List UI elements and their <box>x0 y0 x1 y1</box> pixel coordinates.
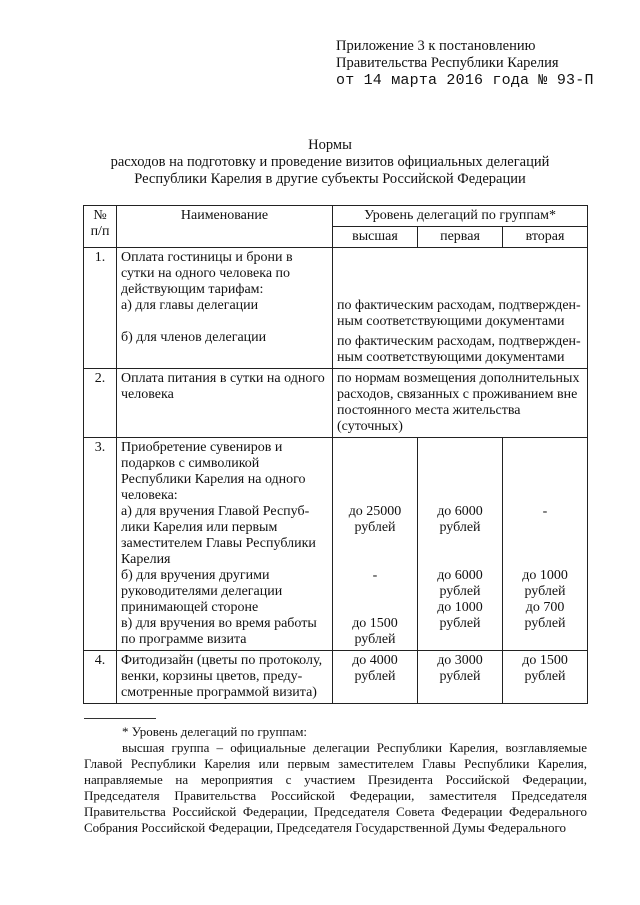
row4-highest: до 4000 рублей <box>333 651 418 704</box>
row1-values-cell <box>333 248 588 369</box>
header-group-highest: высшая <box>333 227 418 248</box>
table-header-row <box>84 206 588 227</box>
title-line-2: расходов на подготовку и проведение визитов официальных делегаций <box>110 154 550 170</box>
appendix-header <box>336 38 626 89</box>
document-title <box>60 137 600 188</box>
row3-c-second: до 700 рублей <box>524 600 566 631</box>
header-name: Наименование <box>117 206 333 248</box>
row2-title: Оплата питания в сутки на одного человека <box>117 369 333 438</box>
table-row <box>84 438 588 651</box>
row1-a-value: по фактическим расходам, подтвержден-ным соответствующими документами <box>337 298 581 329</box>
row4-num: 4. <box>84 651 117 704</box>
row3-second-cell <box>503 438 588 651</box>
row3-b-second: до 1000 рублей <box>522 568 568 599</box>
row3-title: Приобретение сувениров и подарков с символикой Республики Карелия на одного человека: <box>121 440 306 503</box>
row2-value: по нормам возмещения дополнительных расходов, связанных с проживанием вне постоянного места жительства (суточных) <box>333 369 588 438</box>
row3-b-first: до 6000 рублей <box>437 568 483 599</box>
row1-b: б) для членов делегации <box>121 330 267 345</box>
row3-a: а) для вручения Главой Респуб-лики Карелия или первым заместителем Главы Республики Карелия <box>121 504 316 567</box>
row3-num: 3. <box>84 438 117 651</box>
header-group-first: первая <box>418 227 503 248</box>
header-num: № п/п <box>84 206 117 248</box>
footnote <box>84 724 587 836</box>
row4-second: до 1500 рублей <box>503 651 588 704</box>
row1-b-value: по фактическим расходам, подтвержден-ным соответствующими документами <box>337 334 581 365</box>
row3-c-highest: до 1500 рублей <box>352 616 398 647</box>
appendix-line-1: Приложение 3 к постановлению <box>336 38 536 54</box>
header-level: Уровень делегаций по группам* <box>333 206 588 227</box>
header-group-second: вторая <box>503 227 588 248</box>
row3-b-highest: - <box>372 568 378 583</box>
row3-c-first: до 1000 рублей <box>437 600 483 631</box>
table-row <box>84 248 588 369</box>
row3-c: в) для вручения во время работы по программе визита <box>121 616 317 647</box>
title-line-3: Республики Карелия в другие субъекты Российской Федерации <box>134 171 526 187</box>
footnote-text: высшая группа – официальные делегации Республики Карелия, возглавляемые Главой Республики Карелия или первым заместителем Главы Республики Карелия, направляемые на мероприятия с участием Президента Российской Федерации, Председателя Правительства Российской Федерации, заместителя Председателя Правительства Российской Федерации, Председателя Совета Федерации Федерального Собрания Российской Федерации, Председателя Государственной Думы Федерального <box>84 740 587 835</box>
row3-a-highest: до 25000 рублей <box>348 504 402 535</box>
table-row <box>84 369 588 438</box>
row3-a-second: - <box>542 504 548 519</box>
footnote-title: * Уровень делегаций по группам: <box>122 724 308 739</box>
norms-table <box>83 205 588 704</box>
row3-name-cell <box>117 438 333 651</box>
row3-first-cell <box>418 438 503 651</box>
row1-num: 1. <box>84 248 117 369</box>
row3-highest-cell <box>333 438 418 651</box>
row4-title: Фитодизайн (цветы по протоколу, венки, корзины цветов, преду-смотренные программой визита) <box>117 651 333 704</box>
row1-name-cell <box>117 248 333 369</box>
footnote-divider <box>84 718 156 719</box>
row3-b: б) для вручения другими руководителями делегации принимающей стороне <box>121 568 283 615</box>
row2-num: 2. <box>84 369 117 438</box>
row3-a-first: до 6000 рублей <box>437 504 483 535</box>
row4-first: до 3000 рублей <box>418 651 503 704</box>
appendix-line-2: Правительства Республики Карелия <box>336 55 559 71</box>
appendix-date-stamp: от 14 марта 2016 года № 93-П <box>336 72 594 89</box>
title-line-1: Нормы <box>308 137 352 153</box>
row1-a: а) для главы делегации <box>121 298 259 313</box>
row1-title: Оплата гостиницы и брони в сутки на одного человека по действующим тарифам: <box>121 250 293 297</box>
table-row <box>84 651 588 704</box>
